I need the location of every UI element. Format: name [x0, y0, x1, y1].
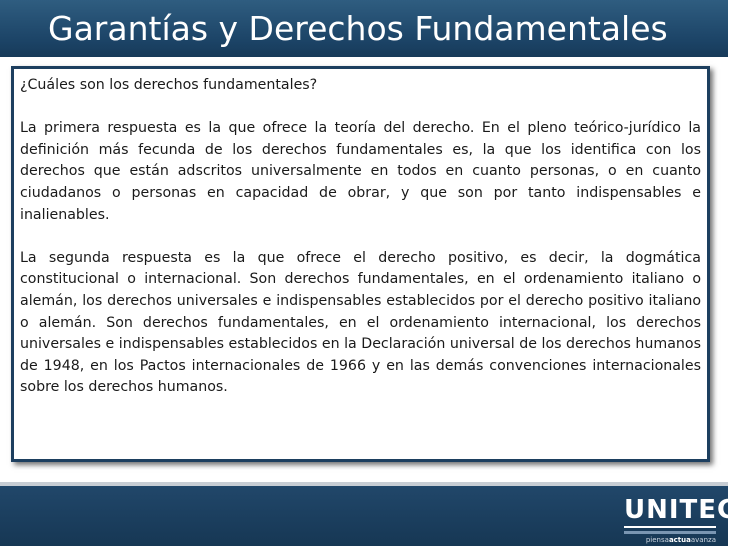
footer-bar: [0, 482, 744, 546]
logo-rule: [624, 526, 716, 528]
logo-tagline: piensaactuaavanza: [645, 536, 716, 544]
logo-subline: [624, 531, 716, 534]
question-text: ¿Cuáles son los derechos fundamentales?: [20, 77, 318, 93]
paragraph-1: La primera respuesta es la que ofrece la teoría del derecho. En el pleno teórico-jurídico la definición más fecunda de los derechos fundamentales es, la que los identifica con los derechos que están adscritos universalmente en todos en cuanto personas, o en cuanto ciudadanos o personas en capacidad de obrar, y que son por tanto indispensables e inalienables.: [20, 120, 701, 223]
logo-text: UNITEC: [624, 495, 738, 525]
content-box: [11, 66, 710, 462]
logo-trademark: ™: [737, 506, 744, 513]
paragraph-2: La segunda respuesta es la que ofrece el derecho positivo, es decir, la dogmática constitucional o internacional. Son derechos fundamentales, en el ordenamiento italiano o alemán, los derechos universales e indispensables establecidos por el derecho positivo italiano o alemán. Son derechos fundamentales, en el ordenamiento internacional, los derechos universales e indispensables establecidos en la Declaración universal de los derechos humanos de 1948, en los Pactos internacionales de 1966 y en las demás convenciones internacionales sobre los derechos humanos.: [20, 249, 701, 396]
unitec-logo: [624, 495, 744, 545]
slide-title: Garantías y Derechos Fundamentales: [48, 9, 668, 48]
title-bar: [0, 0, 728, 57]
